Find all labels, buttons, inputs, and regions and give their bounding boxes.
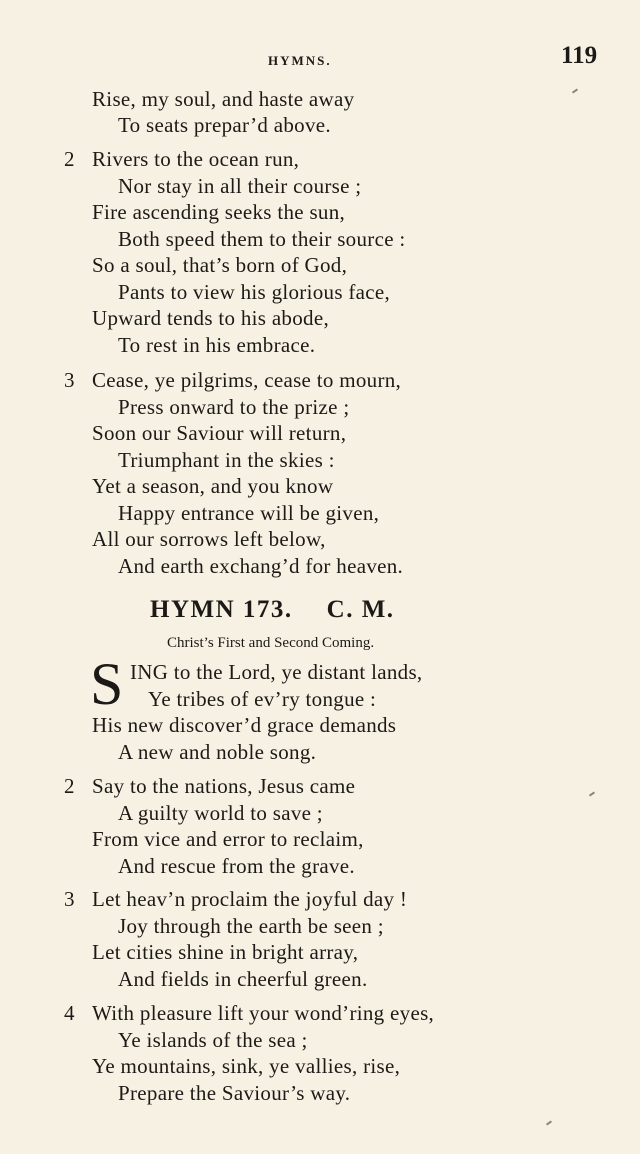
verse-line: Pants to view his glorious face,: [118, 280, 391, 304]
verse-line: Let heav’n proclaim the joyful day !: [92, 887, 408, 911]
verse-line: And rescue from the grave.: [118, 854, 355, 878]
verse-line: His new discover’d grace demands: [92, 713, 397, 737]
paper-speck: [546, 1120, 552, 1125]
verse-line: Rise, my soul, and haste away: [92, 87, 355, 111]
verse-number: 2: [64, 147, 75, 171]
verse-line: Fire ascending seeks the sun,: [92, 200, 346, 224]
verse-line: And earth exchang’d for heaven.: [118, 554, 404, 578]
hymn-title: [150, 596, 395, 624]
verse-line: Press onward to the prize ;: [118, 395, 350, 419]
verse-line: So a soul, that’s born of God,: [92, 253, 348, 277]
verse-line: Triumphant in the skies :: [118, 448, 335, 472]
verse-line: Ye tribes of ev’ry tongue :: [148, 687, 377, 711]
verse-line: Ye mountains, sink, ye vallies, rise,: [92, 1054, 401, 1078]
verse-number: 3: [64, 887, 75, 911]
verse-line: Happy entrance will be given,: [118, 501, 380, 525]
verse-line: And fields in cheerful green.: [118, 967, 368, 991]
verse-line: All our sorrows left below,: [92, 527, 326, 551]
verse-line: ING to the Lord, ye distant lands,: [130, 660, 423, 684]
hymn-subtitle: Christ’s First and Second Coming.: [167, 635, 375, 651]
verse-line: A guilty world to save ;: [118, 801, 323, 825]
verse-number: 2: [64, 774, 75, 798]
running-head: HYMNS.: [268, 53, 332, 68]
verse-line: Say to the nations, Jesus came: [92, 774, 356, 798]
paper-speck: [589, 791, 595, 796]
verse-line: Let cities shine in bright array,: [92, 940, 359, 964]
verse-number: 3: [64, 368, 75, 392]
drop-cap: S: [90, 651, 125, 717]
verse-line: Prepare the Saviour’s way.: [118, 1081, 351, 1105]
verse-line: Cease, ye pilgrims, cease to mourn,: [92, 368, 402, 392]
verse-line: Soon our Saviour will return,: [92, 421, 347, 445]
verse-line: Nor stay in all their course ;: [118, 174, 362, 198]
verse-line: To seats prepar’d above.: [118, 113, 331, 137]
verse-line: To rest in his embrace.: [118, 333, 316, 357]
hymn-number: HYMN 173.: [150, 596, 293, 623]
verse-line: A new and noble song.: [118, 740, 317, 764]
verse-line: Upward tends to his abode,: [92, 306, 330, 330]
page-header: [0, 40, 640, 74]
verse-line: With pleasure lift your wond’ring eyes,: [92, 1001, 435, 1025]
verse-number: 4: [64, 1001, 75, 1025]
verse-line: Both speed them to their source :: [118, 227, 406, 251]
verse-line: Joy through the earth be seen ;: [118, 914, 384, 938]
verse-line: Ye islands of the sea ;: [118, 1028, 308, 1052]
verse-line: Rivers to the ocean run,: [92, 147, 300, 171]
paper-speck: [572, 88, 578, 93]
verse-line: From vice and error to reclaim,: [92, 827, 364, 851]
hymn-meter: C. M.: [326, 596, 395, 623]
verse-line: Yet a season, and you know: [92, 474, 334, 498]
page-number: 119: [561, 42, 598, 69]
